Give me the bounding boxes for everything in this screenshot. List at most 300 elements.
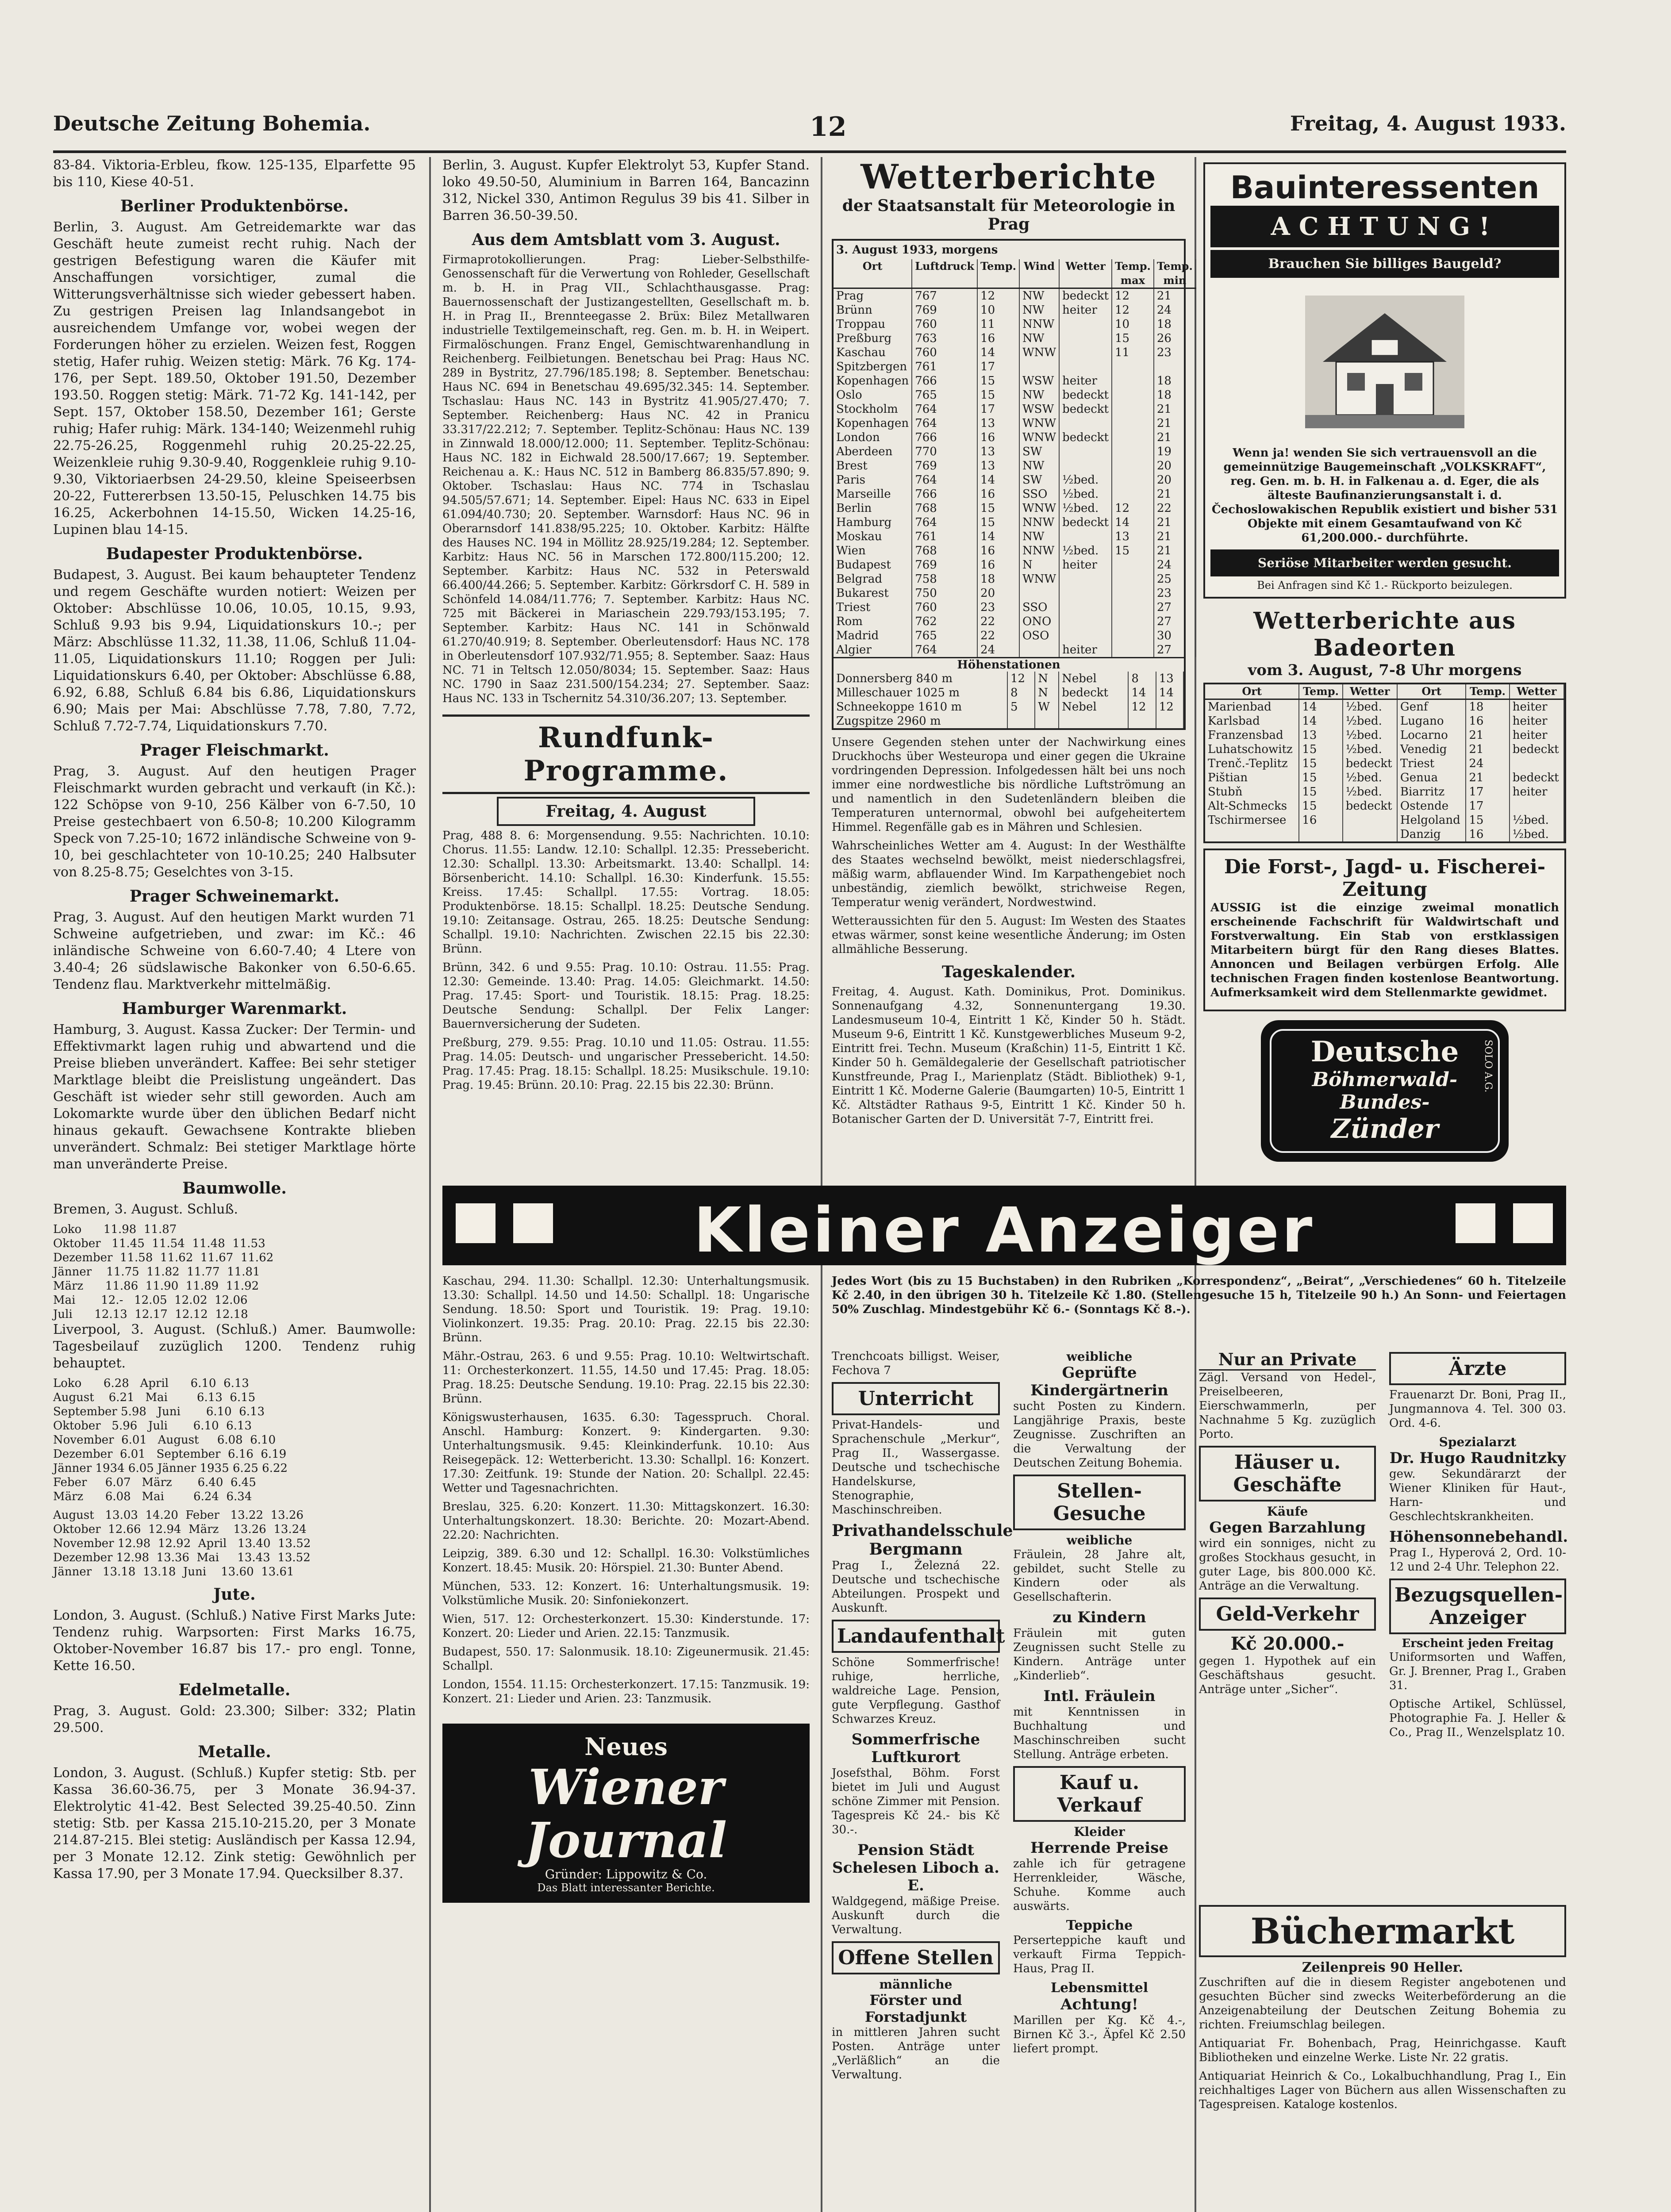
table-cell: NW [1019,459,1059,473]
forestry-ad-text: AUSSIG ist die einzige zweimal monatlich erscheinende Fachschrift für Waldwirtschaft und Forstverwaltung. Ein Stab von erstklassigen Mitarbeitern bürgt für den Rang dieses Blattes. Annoncen und Beilagen verbürgen Erfolg. Alle technischen Fragen finden kostenlose Beantwortung. Aufmerksamkeit wird dem Stellenmarkte gewidmet. [1210,901,1559,999]
table-cell: Rom [834,614,912,629]
book-market-item: Antiquariat Heinrich & Co., Lokalbuchhandlung, Prag I., Ein reichhaltiges Lager von Büchern aus allen Wissenschaften zu Tagespreisen. Kataloge kostenlos. [1199,2070,1566,2111]
table-cell: 8 [1128,672,1156,686]
building-ad-attention: ACHTUNG! [1210,206,1559,247]
table-cell: 16 [1299,813,1342,827]
official-notices: Firmaprotokollierungen. Prag: Lieber-Selbsthilfe-Genossenschaft für die Verwertung von Rohleder, Gesellschaft m. b. H. in Prag VII., Schlachthausgasse. Prag: Bauernossenschaft der Justizangestellten, Gesellschaft m. b. H. in Prag II., Brennteegasse 2. Brüx: Bilez Metallwaren industrielle Textilgemeinschaft, reg. Gen. m. b. H. in Weipert. Firmalöschungen. Franz Engel, Gemischtwarenhandlung in Reichenberg. Feilbietungen. Benetschau bei Prag: Haus NC. 289 in Bystritz, 27.796/185.198; 8. September. Benetschau: Haus NC. 694 in Benetschau 49.695/32.345: 14. September. Tschaslau: Haus NC. 143 in Bystritz 41.905/27.470; 7. September. Reichenberg: Haus NC. 42 in Pranicu 33.317/22.212; 7. September. Teplitz-Schönau: Haus NC. 139 in Zinnwald 18.000/12.000; 11. September. Teplitz-Schönau: Haus NC. 182 in Eichwald 28.500/17.667; 19. September. Reichenau a. K.: Haus NC. 512 in Bamberg 86.835/57.890; 9. Oktober. Tschaslau: Haus NC. 774 in Tschaslau 94.505/57.671; 14. September. Eipel: Haus NC. 633 in Eipel 61.094/40.730; 20. September. Warnsdorf: Haus NC. 96 in Oberarnsdorf 141.838/95.225; 10. Oktober. Karbitz: Hälfte des Hauses NC. 194 in Möllitz 28.925/19.284; 12. September. Karbitz: Haus NC. 56 in Marschen 172.800/115.200; 12. September. Karbitz: Haus NC. 532 in Peterswald 66.400/44.266; 5. September. Karbitz: Görkrsdorf C. H. 589 in Schönfeld 14.084/11.776; 7. September. Karbitz: Haus NC. 725 mit Bäckerei in Mariaschein 229.793/153.195; 7. September. Karbitz: Haus NC. 141 in Schönwald 61.270/40.919; 8. September. Oberleutensdorf: Haus NC. 178 in Oberleutensdorf 107.932/71.955; 8. September. Saaz: Haus NC. 71 in Teltsch 12.050/8034; 15. September. Saaz: Haus NC. 1790 in Saaz 231.500/154.234; 27. September. Saaz: Haus NC. 133 in Tschernitz 54.310/36.207; 13. September. [442,253,810,705]
table-cell: Genua [1397,771,1466,785]
table-cell: Prag [834,288,912,303]
table-cell [1112,459,1154,473]
table-cell: heiter [1510,699,1564,714]
table-cell [1059,331,1112,346]
weather-subtitle: der Staatsanstalt für Meteorologie in Prag [842,196,1175,234]
price-table: Loko 6.28 April 6.10 6.13 August 6.21 Mai 6.13 6.15 September 5.98 Juni 6.10 6.13 Oktober 5.96 Juli 6.10 6.13 November 6.01 August 6.08 6.10 Dezember 6.01 September 6.16 6.19 Jänner 1934 6.05 Jänner 1935 6.25 6.22 Feber 6.07 März 6.40 6.45 März 6.08 Mai 6.24 6.34 [53,1377,288,1503]
table-cell [1112,629,1154,643]
table-cell: Wien [834,544,912,558]
table-cell: 15 [1299,757,1342,771]
market-report: Budapest, 3. August. Bei kaum behaupteter Tendenz und regem Geschäfte wurden notiert: Weizen per Oktober: Abschlüsse 10.06, 10.05, 10.15, 9.93, Schluß 9.93 bis 9.94, Liquidationskurs 10.-; per März: Abschlüsse 11.32, 11.38, 11.06, Schluß 11.04-11.05, Liquidationskurs 11.10; Roggen per Juli: Liquidationskurs 6.40, per Oktober: Abschlüsse 6.88, 6.92, 6.88, Schluß 6.84 bis 6.86, Liquidationskurs 6.90; Mais per Mai: Abschlüsse 7.78, 7.80, 7.72, Schluß 7.72-7.74, Liquidationskurs 7.70. [53,567,416,734]
table-cell: 12 [977,288,1019,303]
table-cell: Milleschauer 1025 m [834,686,1007,700]
table-header-cell: Ort [834,259,912,288]
table-cell: 27 [1154,643,1196,657]
table-cell: 765 [912,629,977,643]
table-cell: 15 [977,501,1019,515]
page-number: 12 [810,111,847,142]
table-cell [1112,416,1154,430]
classifieds-area [832,1274,1566,2212]
table-cell [1059,629,1112,643]
radio-program: Preßburg, 279. 9.55: Prag. 10.10 und 11.05: Ostrau. 11.55: Prag. 14.05: Deutsch- und ungarischer Pressebericht. 14.50: Prag. 17.45: Prag. 18.15: Schallpl. 18.25: Musikschule. 19.10: Prag. 19.45: Brünn. 20.10: Prag. 22.15 bis 22.30: Brünn. [442,1036,810,1092]
table-cell: Algier [834,643,912,657]
table-cell: ½bed. [1510,827,1564,841]
table-cell: 13 [977,416,1019,430]
table-cell: N [1035,686,1059,700]
table-cell: 17 [977,402,1019,416]
table-row [834,672,1183,686]
classified-item-title: Sommerfrische Luftkurort [851,1731,980,1766]
market-report: Liverpool, 3. August. (Schluß.) Amer. Baumwolle: Tagesbeilauf zuzüglich 1200. Tendenz ruhig behauptet. [53,1322,416,1371]
table-cell: Zugspitze 2960 m [834,714,1007,728]
table-row [834,331,1196,346]
table-cell: 12 [1128,700,1156,714]
radio-program: London, 1554. 11.15: Orchesterkonzert. 17.15: Tanzmusik. 19: Konzert. 21: Lieder und Arien. 23: Tanzmusik. [442,1678,810,1705]
table-header-cell: Wetter [1059,259,1112,288]
section-heading: Jute. [213,1585,256,1604]
classified-item-title: Privathandelsschule Bergmann [832,1521,1013,1559]
classified-item: Frauenarzt Dr. Boni, Prag II., Jungmannova 4. Tel. 300 03. Ord. 4-6. [1389,1388,1566,1430]
table-cell: SW [1019,473,1059,487]
table-cell: 18 [1466,699,1509,714]
table-row [834,416,1196,430]
classified-amount: Kč 20.000.- [1230,1633,1344,1654]
table-cell: Tschirmersee [1205,813,1299,827]
table-header-cell: Ort [1397,684,1466,699]
table-row [834,572,1196,586]
table-row [834,288,1196,303]
market-report: Berlin, 3. August. Am Getreidemarkte war das Geschäft heute zumeist recht ruhig. Nach der gestrigen Befestigung waren die Käufer mit Anschaffungen vorsichtiger, zumal die Witterungsverhältnisse sich wieder gebessert haben. Zu gestrigen Preisen lag Inlandsangebot in ausreichendem Umfange vor, wobei wegen der Forderungen höher zu erzielen. Weizen fest, Roggen stetig, Hafer ruhig. Weizen stetig: Märk. 76 Kg. 174-176, per Sept. 189.50, Oktober 191.50, Dezember 193.50. Roggen stetig: Märk. 71-72 Kg. 141-142, per Sept. 157, Oktober 158.50, Dezember 161; Gerste ruhig; Hafer ruhig: Märk. 134-140; Weizenmehl ruhig 22.75-26.25, Roggenmehl ruhig 20.25-22.25, Weizenkleie ruhig 9.30-9.40, Roggenkleie ruhig 9.10-9.30, Viktoriaerbsen 24-29.50, kleine Speiseerbsen 20-22, Futtererbsen 13.50-15, Peluschken 14.75 bis 16.25, Ackerbohnen 14-15.50, Wicken 14.25-16, Lupinen blau 14-15. [53,219,416,538]
weather-forecast: Wahrscheinliches Wetter am 4. August: In der Westhälfte des Staates wechselnd bewölkt, meist niederschlagsfrei, mäßig warm, abflauender Wind. Im Karpathengebiet noch unbeständig, ziemlich bewölkt, strichweise Regen, Temperatur wenig verändert, Nordwestwind. [832,839,1186,909]
table-cell: NNW [1019,544,1059,558]
table-cell: 13 [1156,672,1183,686]
table-row [834,530,1196,544]
table-cell: 10 [1112,317,1154,331]
table-cell: 21 [1154,487,1196,501]
table-cell: Oslo [834,388,912,402]
table-row [834,360,1196,374]
radio-program: Mähr.-Ostrau, 263. 6 und 9.55: Prag. 10.10: Weltwirtschaft. 11: Orchesterkonzert. 11.55, 14.50 und 17.45: Prag. 18.05: Prag. 18.25: Deutsche Sendung. 19.10: Prag. 22.15 bis 22.30: Brünn. [442,1350,810,1406]
table-cell [1510,799,1564,813]
table-cell: WNW [1019,430,1059,445]
table-cell: Trenč.-Teplitz [1205,757,1299,771]
table-row [1205,785,1564,799]
table-cell: 761 [912,530,977,544]
table-cell: 24 [977,643,1019,657]
table-cell: 770 [912,445,977,459]
classified-item: Prag I., Hyperová 2, Ord. 10-12 und 2-4 Uhr. Telephon 22. [1389,1546,1566,1574]
classified-subheading: Kleider [1074,1824,1125,1839]
table-cell: WNW [1019,501,1059,515]
table-cell: 13 [977,445,1019,459]
table-cell: Luhatschowitz [1205,742,1299,757]
table-cell [1205,827,1299,841]
table-cell: 14 [977,473,1019,487]
table-cell: 21 [1154,530,1196,544]
table-cell: Kaschau [834,346,912,360]
classified-item: Uniformsorten und Waffen, Gr. J. Brenner, Prag I., Graben 31. [1389,1651,1566,1692]
radio-date: Freitag, 4. August [497,797,755,826]
table-cell: 10 [977,303,1019,317]
table-cell: 18 [1154,388,1196,402]
classified-item: gegen 1. Hypothek auf ein Geschäftshaus gesucht. Anträge unter „Sicher“. [1199,1655,1376,1696]
table-cell: Alt-Schmecks [1205,799,1299,813]
table-cell: bedeckt [1059,430,1112,445]
classified-item: Privat-Handels- und Sprachenschule „Merkur“, Prag II., Wassergasse. Deutsche und tschechische Handelskurse, Stenographie, Maschinschreiben. [832,1418,1000,1517]
classified-item-title: Intl. Fräulein [1043,1687,1156,1705]
table-cell [1510,757,1564,771]
table-cell: heiter [1510,714,1564,728]
table-cell: Spitzbergen [834,360,912,374]
table-cell: OSO [1019,629,1059,643]
table-row [834,686,1183,700]
table-cell [1059,416,1112,430]
table-row [834,430,1196,445]
book-market-text: Zuschriften auf die in diesem Register angebotenen und gesuchten Bücher sind zwecks Weiterbeförderung an die Anzeigenabteilung der Deutschen Zeitung Bohemia zu richten. Freiumschlag beilegen. [1199,1976,1566,2032]
classified-item-title: zu Kindern [1053,1609,1146,1626]
table-cell: 14 [1128,686,1156,700]
table-cell: 769 [912,459,977,473]
spa-weather-title: Wetterberichte aus Badeorten [1253,607,1516,661]
classified-item: wird ein sonniges, nicht zu großes Stockhaus gesucht, in guter Lage, bis 800.000 Kč. Anträge an die Verwaltung. [1199,1537,1376,1593]
table-cell: 21 [1154,515,1196,530]
wiener-journal-founder: Gründer: Lippowitz & Co. [545,1867,707,1882]
table-cell: 16 [1466,714,1509,728]
table-cell: heiter [1059,558,1112,572]
table-header-cell: Temp. [977,259,1019,288]
book-market-price: Zeilenpreis 90 Heller. [1302,1960,1464,1975]
table-cell: Karlsbad [1205,714,1299,728]
table-cell: 758 [912,572,977,586]
mountain-stations-label: Höhenstationen [834,657,1184,672]
table-cell [1112,473,1154,487]
price-table: August 13.03 14.20 Feber 13.22 13.26 Oktober 12.66 12.94 März 13.26 13.24 November 12.98 12.92 April 13.40 13.52 Dezember 12.98 13.36 Mai 13.43 13.52 Jänner 13.18 13.18 Juni 13.60 13.61 [53,1509,311,1578]
column-rule [821,157,822,2212]
section-heading: Prager Fleischmarkt. [140,741,329,760]
classified-item: Zägl. Versand von Hedel-, Preiselbeeren, Eierschwammerln, per Nachnahme 5 Kg. zuzüglich Porto. [1199,1371,1376,1441]
table-cell [1059,459,1112,473]
weather-column [832,157,1193,1179]
table-cell: 16 [977,430,1019,445]
table-cell [1112,572,1154,586]
classifieds-col-c [1199,1349,1376,1701]
table-row [834,487,1196,501]
radio-program: Prag, 488 8. 6: Morgensendung. 9.55: Nachrichten. 10.10: Chorus. 11.55: Landw. 12.10: Schallpl. 12.35: Pressebericht. 12.30: Schallpl. 13.30: Arbeitsmarkt. 13.40: Schallpl. 14: Börsenbericht. 14.10: Schallpl. 16.30: Kinderfunk. 15.55: Kreiss. 17.45: Schallpl. 17.55: Vortrag. 18.05: Produktenbörse. 18.15: Schallpl. 18.25: Deutsche Sendung. 19.10: Zeitansage. Ostrau, 265. 18.25: Deutsche Sendung: Schallpl. 19.10: Nachrichten. Zwischen 22.15 bis 22.30: Brünn. [442,829,810,956]
classified-item: Trenchcoats billigst. Weiser, Fechova 7 [832,1350,1000,1377]
table-cell: Preßburg [834,331,912,346]
table-header-cell: Temp. [1299,684,1342,699]
table-cell: Pištian [1205,771,1299,785]
table-cell: 764 [912,473,977,487]
table-cell [1128,714,1156,728]
table-cell [1059,614,1112,629]
table-header-cell: Wetter [1343,684,1397,699]
table-cell: bedeckt [1059,515,1112,530]
table-cell: 17 [1466,785,1509,799]
forestry-ad-title: Die Forst-, Jagd- u. Fischerei-Zeitung [1224,856,1546,901]
table-cell [1019,360,1059,374]
table-cell: ½bed. [1343,742,1397,757]
table-row [834,643,1196,657]
wiener-journal-tagline: Das Blatt interessanter Berichte. [537,1882,715,1894]
table-cell: bedeckt [1059,402,1112,416]
table-cell: 27 [1154,600,1196,614]
table-cell: Moskau [834,530,912,544]
market-report: Prag, 3. August. Gold: 23.300; Silber: 332; Platin 29.500. [53,1703,416,1736]
table-cell: ½bed. [1343,699,1397,714]
table-cell: 17 [1466,799,1509,813]
table-cell: ½bed. [1059,473,1112,487]
table-cell: 16 [977,487,1019,501]
table-cell [1299,827,1342,841]
table-cell: Ostende [1397,799,1466,813]
table-cell: 768 [912,501,977,515]
mountain-stations-table [834,672,1184,728]
classified-item-title: Pension Städt Schelesen Liboch a. E. [832,1841,999,1894]
table-row [1205,699,1564,714]
table-row [834,346,1196,360]
table-cell: N [1019,558,1059,572]
wiener-journal-ad [442,1724,810,1903]
section-heading: Tageskalender. [941,963,1076,981]
table-cell: 14 [1156,686,1183,700]
table-row [834,544,1196,558]
table-header-cell: Temp. max [1112,259,1154,288]
table-row [834,700,1183,714]
table-cell: 12 [1112,303,1154,317]
table-cell: 23 [1154,586,1196,600]
banner-square [1456,1203,1495,1243]
table-row [834,501,1196,515]
classified-subheading: weibliche [1066,1349,1133,1364]
table-cell: heiter [1510,785,1564,799]
weather-report: Unsere Gegenden stehen unter der Nachwirkung eines Druckhochs über Westeuropa und einer gegen die Ukraine vordringenden Depression. Infolgedessen hält bei uns noch immer eine nordwestliche bis nördliche Luftströmung an und namentlich in den Sudetenländern bleiben die Temperaturen unternormal, obwohl bei aufgeheitertem Himmel. Regenfälle gab es in Mähren und Schlesien. [832,736,1186,834]
table-cell: Triest [1397,757,1466,771]
table-row [834,459,1196,473]
table-cell: 16 [977,558,1019,572]
table-cell: 19 [1154,445,1196,459]
table-row [834,473,1196,487]
classified-item-title: Herrende Preise [1030,1839,1168,1857]
section-heading: Hamburger Warenmarkt. [122,999,347,1018]
table-cell: 21 [1154,544,1196,558]
table-cell: Troppau [834,317,912,331]
table-cell: 764 [912,402,977,416]
radio-title: Rundfunk-Programme. [442,714,810,794]
table-cell: heiter [1059,643,1112,657]
classified-item-title: Höhensonnebehandl. [1389,1528,1568,1546]
table-cell: 766 [912,430,977,445]
classified-item: Fräulein mit guten Zeugnissen sucht Stelle zu Kindern. Anträge unter „Kinderlieb“. [1013,1627,1186,1682]
table-cell: 760 [912,346,977,360]
table-cell: 21 [1154,416,1196,430]
book-market-item: Antiquariat Fr. Bohenbach, Prag, Heinrichgasse. Kauft Bibliotheken und einzelne Werke. Liste Nr. 22 gratis. [1199,2037,1566,2064]
table-cell: 20 [1154,473,1196,487]
market-subheading: Bremen, 3. August. Schluß. [53,1202,238,1217]
table-row [834,374,1196,388]
table-cell: Stockholm [834,402,912,416]
table-cell: 15 [1112,544,1154,558]
banner-square [1513,1203,1553,1243]
table-cell: 21 [1154,288,1196,303]
table-cell: Franzensbad [1205,728,1299,742]
table-cell: 23 [977,600,1019,614]
classifieds-col-b [1013,1349,1186,2060]
table-row [1205,757,1564,771]
table-cell: 25 [1154,572,1196,586]
table-row [1205,771,1564,785]
table-cell: 12 [1156,700,1183,714]
table-cell: Budapest [834,558,912,572]
classified-item: Josefsthal, Böhm. Forst bietet im Juli und August schöne Zimmer mit Pension. Tagespreis Kč 24.- bis Kč 30.-. [832,1767,1000,1836]
table-cell: 766 [912,487,977,501]
classified-heading-bezugsquellen: Bezugsquellen-Anzeiger [1389,1578,1566,1634]
wiener-journal-top: Neues [584,1732,668,1761]
table-cell: 18 [977,572,1019,586]
matches-ad-line3: Zünder [1331,1114,1439,1144]
table-cell: 14 [977,346,1019,360]
market-column [53,157,416,2212]
table-cell: Lugano [1397,714,1466,728]
classified-heading-stellengesuche: Stellen-Gesuche [1013,1475,1186,1530]
table-cell: 30 [1154,629,1196,643]
table-cell: Helgoland [1397,813,1466,827]
weather-table [832,239,1193,730]
table-cell: Nebel [1059,672,1128,686]
building-ad-question: Brauchen Sie billiges Baugeld? [1210,250,1559,278]
table-cell: bedeckt [1059,288,1112,303]
market-report: Hamburg, 3. August. Kassa Zucker: Der Termin- und Effektivmarkt lagen ruhig und abwartend und die Preise blieben unverändert. Kaffee: Bei sehr stetiger Marktlage bleibt die Preislistung ungeändert. Das Geschäft ist wieder sehr still geworden. Auch am Lokomarkte wurde über den üblichen Bedarf nicht hinaus gekauft. Gewachsene Kontrakte blieben unverändert. Schmalz: Bei stetiger Marktlage hörte man unveränderte Preise. [53,1022,416,1172]
table-cell: 16 [977,544,1019,558]
table-cell: 11 [1112,346,1154,360]
table-row [1205,799,1564,813]
classified-item: Waldgegend, mäßige Preise. Auskunft durch die Verwaltung. [832,1895,1000,1936]
section-heading: Aus dem Amtsblatt vom 3. August. [472,230,780,249]
table-cell [1156,714,1183,728]
weather-date: 3. August 1933, morgens [836,243,998,257]
book-market-title: Büchermarkt [1199,1905,1566,1957]
table-cell: 765 [912,388,977,402]
table-cell: 769 [912,558,977,572]
table-cell: ½bed. [1059,501,1112,515]
table-cell: 12 [1112,288,1154,303]
book-market [1199,1902,1566,2116]
table-cell: 5 [1007,700,1035,714]
table-cell: ONO [1019,614,1059,629]
classified-heading-offene-stellen: Offene Stellen [832,1941,1000,1974]
table-cell [1154,360,1196,374]
building-ad-title: Bauinteressenten [1230,169,1540,206]
matches-ad-line2: Böhmerwald-Bundes- [1312,1068,1458,1114]
table-cell: 763 [912,331,977,346]
table-cell: 11 [977,317,1019,331]
table-cell [1059,317,1112,331]
classified-heading-geldverkehr: Geld-Verkehr [1199,1598,1376,1631]
table-cell: 761 [912,360,977,374]
table-cell: heiter [1059,374,1112,388]
table-cell: Venedig [1397,742,1466,757]
table-header-cell: Ort [1205,684,1299,699]
table-cell: 769 [912,303,977,317]
radio-program: Leipzig, 389. 6.30 und 12: Schallpl. 16.30: Volkstümliches Konzert. 18.45: Musik. 20: Hörspiel. 21.30: Bunter Abend. [442,1547,810,1575]
classified-heading-aerzte: Ärzte [1389,1352,1566,1385]
market-report: London, 3. August. (Schluß.) Kupfer stetig: Stb. per Kassa 36.60-36.75, per 3 Monate 36.94-37. Elektrolytic 41-42. Best Selected 39.25-40.50. Zinn stetig: Stb. per Kassa 215.10-215.20, per 3 Monate 214.87-215. Blei stetig: Ausländisch per Kassa 12.94, per 3 Monate 12.12. Zink stetig: Gewöhnlich per Kassa 17.90, per 3 Monate 17.94. Quecksilber 8.37. [53,1765,416,1882]
table-cell: 22 [977,629,1019,643]
classified-subheading: Spezialarzt [1439,1435,1517,1449]
table-cell [1112,388,1154,402]
section-heading: Budapester Produktenbörse. [106,545,363,563]
classified-subheading: Lebensmittel [1050,1980,1149,1996]
table-cell: 15 [1299,785,1342,799]
radio-program: Kaschau, 294. 11.30: Schallpl. 12.30: Unterhaltungsmusik. 13.30: Schallpl. 14.50 und 14.50: Schallpl. 18: Ungarische Sendung. 18.50: Sport und Touristik. 19: Prag. 19.10: Violinkonzert. 19.35: Prag. 20.10: Prag. 22.15 bis 22.30: Brünn. [442,1275,810,1344]
table-cell: NNW [1019,317,1059,331]
table-cell: 15 [977,515,1019,530]
table-cell: bedeckt [1510,771,1564,785]
matches-ad-line1: Deutsche [1310,1035,1459,1068]
page-header [53,102,1566,153]
issue-date: Freitag, 4. August 1933. [1290,111,1566,135]
table-row [834,629,1196,643]
spa-weather-table [1203,683,1566,843]
table-row [834,558,1196,572]
table-cell: NW [1019,303,1059,317]
table-header-cell: Wind [1019,259,1059,288]
table-cell: 18 [1154,374,1196,388]
table-cell: WSW [1019,374,1059,388]
table-cell: Aberdeen [834,445,912,459]
building-ad-text: Wenn ja! wenden Sie sich vertrauensvoll an die gemeinnützige Baugemeinschaft „VOLKSKRAFT“, reg. Gen. m. b. H. in Falkenau a. d. Eger, die als älteste Baufinanzierungsanstalt i. d. Čechoslowakischen Republik existiert und bisher 531 Objekte mit einem Gesamtaufwand von Kč 61,200.000.- durchführte. [1211,446,1558,545]
classified-subheading: männliche [879,1977,953,1992]
radio-program: Breslau, 325. 6.20: Konzert. 11.30: Mittagskonzert. 16.30: Unterhaltungskonzert. 18.30: Berichte. 20: Mozart-Abend. 22.20: Nachrichten. [442,1500,810,1542]
table-cell: 750 [912,586,977,600]
table-cell: bedeckt [1059,388,1112,402]
table-cell [1112,445,1154,459]
classified-item: Perserteppiche kauft und verkauft Firma Teppich-Haus, Prag II. [1013,1934,1186,1975]
classified-heading-haeuser: Häuser u. Geschäfte [1199,1446,1376,1502]
day-calendar: Freitag, 4. August. Kath. Dominikus, Prot. Dominikus. Sonnenaufgang 4.32, Sonnenuntergang 19.30. Landesmuseum 10-4, Eintritt 1 Kč, Kinder 50 h. Städt. Museum 9-6, Eintritt 1 Kč. Kunstgewerbliches Museum 9-2, Eintritt frei. Techn. Museum (Kraßchin) 11-5, Eintritt 1 Kč. Kinder 50 h. Gemäldegalerie der Gesellschaft patriotischer Kunstfreunde, Prag I., Marienplatz (Städt. Bibliothek) 9-1, Eintritt 1 Kč. Moderne Galerie (Baumgarten) 10-5, Eintritt 1 Kč. Altstädter Rathaus 9-5, Eintritt 1 Kč. Kinder 50 h. Botanischer Garten der D. Universität 7-7, Eintritt frei. [832,985,1186,1126]
weather-data-table [834,259,1196,657]
table-header-cell: Temp. [1466,684,1509,699]
table-cell: bedeckt [1343,757,1397,771]
radio-program: Königswusterhausen, 1635. 6.30: Tagesspruch. Choral. Anschl. Hamburg: Konzert. 9: Kindergarten. 9.30: Unterhaltungsmusik. 9.45: Kleinkinderfunk. 10.10: Aus Reisegepäck. 12: Wetterbericht. 13.30: Schallpl. 16: Konzert. 17.30: Zeitfunk. 19: Stunde der Nation. 20: Schallpl. 22.45: Wetter und Tagesnachrichten. [442,1411,810,1495]
table-cell: 18 [1154,317,1196,331]
table-cell: 14 [1112,515,1154,530]
wiener-journal-title: Wiener Journal [525,1759,727,1869]
table-cell [1019,643,1059,657]
table-cell: 760 [912,317,977,331]
table-cell: 762 [912,614,977,629]
table-cell: 12 [1007,672,1035,686]
price-table: Loko 11.98 11.87 Oktober 11.45 11.54 11.48 11.53 Dezember 11.58 11.62 11.67 11.62 Jänner 11.75 11.82 11.77 11.81 März 11.86 11.90 11.89 11.92 Mai 12.- 12.05 12.02 12.06 Juli 12.13 12.17 12.12 12.18 [53,1223,274,1321]
weather-title: Wetterberichte [860,157,1157,196]
table-cell: ½bed. [1510,813,1564,827]
table-cell [1112,374,1154,388]
table-cell: Marseille [834,487,912,501]
building-ad [1203,162,1566,599]
intro-text: 83-84. Viktoria-Erbleu, fkow. 125-135, Elparfette 95 bis 110, Kiese 40-51. [53,157,416,190]
table-cell [1112,600,1154,614]
table-cell [1112,586,1154,600]
table-cell: 767 [912,288,977,303]
table-cell: 768 [912,544,977,558]
